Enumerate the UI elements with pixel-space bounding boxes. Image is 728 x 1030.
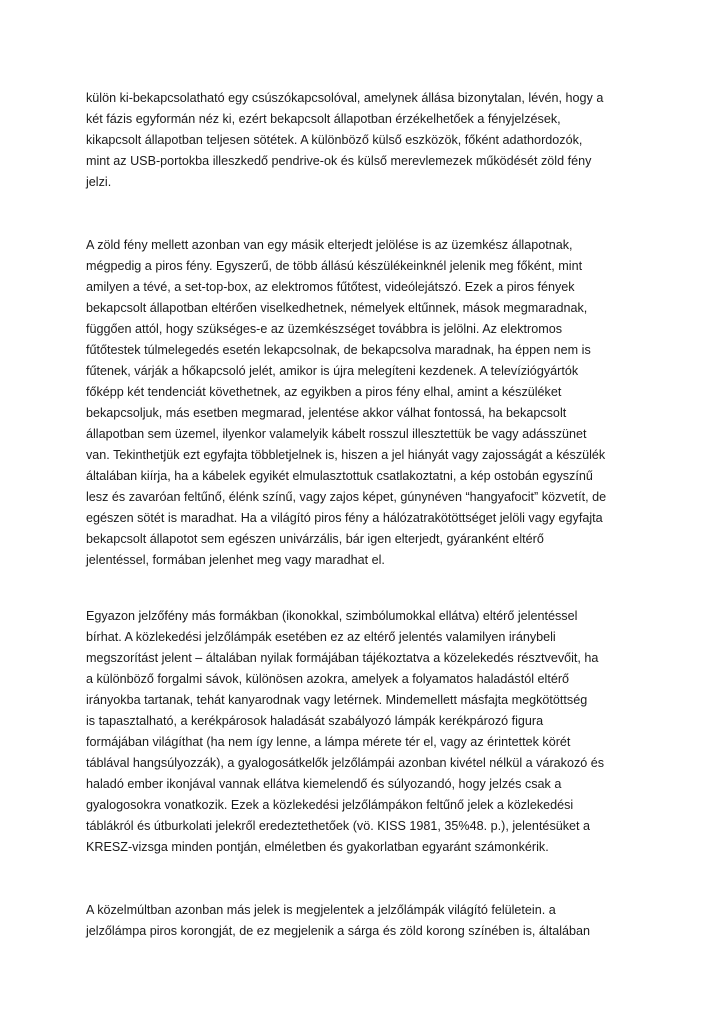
text-line: a különböző forgalmi sávok, különösen azokra, amelyek a folyamatos haladástól eltérő [86, 672, 570, 686]
text-line: fűtenek, várják a hőkapcsoló jelét, amikor is újra melegíteni kezdenek. A televíziógyártók [86, 364, 579, 378]
text-line: A zöld fény mellett azonban van egy másik elterjedt jelölése is az üzemkész állapotnak, [86, 238, 573, 252]
text-line: függően attól, hogy szükséges-e az üzemkészséget továbbra is jelölni. Az elektromos [86, 322, 563, 336]
paragraph-3 [86, 606, 652, 858]
text-line: irányokba tartanak, tehát kanyarodnak vagy letérnek. Mindemellett másfajta megkötöttség [86, 693, 588, 707]
text-line: jelentéssel, formában jelenhet meg vagy maradhat el. [86, 553, 385, 567]
text-line: formájában világíthat (ha nem így lenne, a lámpa mérete tér el, vagy az érintettek körét [86, 735, 571, 749]
text-line: van. Tekinthetjük ezt egyfajta többletjelnek is, hiszen a jel hiányát vagy zajosságát a készülék [86, 448, 606, 462]
text-line: A közelmúltban azonban más jelek is megjelentek a jelzőlámpák világító felületein. a [86, 903, 556, 917]
text-line: jelzőlámpa piros korongját, de ez megjelenik a sárga és zöld korong színében is, általában [86, 924, 591, 938]
text-line: jelzi. [86, 175, 112, 189]
text-line: állapotban sem üzemel, ilyenkor valamelyik kábelt rosszul illesztettük be vagy adásszünet [86, 427, 587, 441]
text-line: haladó ember ikonjával vannak ellátva kiemelendő és súlyozandó, hogy jelzés csak a [86, 777, 562, 791]
text-line: egészen sötét is maradhat. Ha a világító piros fény a hálózatrakötöttséget jelöli vagy egyfajta [86, 511, 603, 525]
paragraph-1 [86, 88, 652, 193]
text-line: megszorítást jelent – általában nyilak formájában tájékoztatva a közelekedés résztvevőit, ha [86, 651, 599, 665]
paragraph-2 [86, 235, 652, 571]
paragraph-4 [86, 900, 652, 942]
text-line: is tapasztalható, a kerékpárosok haladását szabályozó lámpák kerékpározó figura [86, 714, 544, 728]
text-line: külön ki-bekapcsolatható egy csúszókapcsolóval, amelynek állása bizonytalan, lévén, hogy a [86, 91, 604, 105]
text-line: bekapcsolt állapotban eltérően viselkedhetnek, némelyek eltűnnek, mások megmaradnak, [86, 301, 588, 315]
text-line: táblákról és útburkolati jelekről eredeztethetőek (vö. KISS 1981, 35%48. p.), jelentésüket a [86, 819, 591, 833]
text-line: gyalogosokra vonatkozik. Ezek a közlekedési jelzőlámpákon feltűnő jelek a közlekedési [86, 798, 574, 812]
text-line: amilyen a tévé, a set-top-box, az elektromos fűtőtest, videólejátszó. Ezek a piros fények [86, 280, 575, 294]
text-line: főképp két tendenciát követhetnek, az egyikben a piros fény elhal, amint a készüléket [86, 385, 562, 399]
text-line: bírhat. A közlekedési jelzőlámpák esetében ez az eltérő jelentés valamilyen iránybeli [86, 630, 556, 644]
text-line: két fázis egyformán néz ki, ezért bekapcsolt állapotban érzékelhetőek a fényjelzések, [86, 112, 561, 126]
text-line: kikapcsolt állapotban teljesen sötétek. A különböző külső eszközök, főként adathordozók, [86, 133, 583, 147]
text-line: lesz és zavaróan feltűnő, élénk színű, vagy zajos képet, gúnynéven “hangyafocit” közvetít, de [86, 490, 607, 504]
text-line: általában kiírja, ha a kábelek egyikét elmulasztottuk csatlakoztatni, a kép ostobán egyszínű [86, 469, 593, 483]
text-line: bekapcsolt állapotot sem egészen univárzális, bár igen elterjedt, gyáranként eltérő [86, 532, 544, 546]
text-line: Egyazon jelzőfény más formákban (ikonokkal, szimbólumokkal ellátva) eltérő jelentéssel [86, 609, 578, 623]
text-line: KRESZ-vizsga minden pontján, elméletben és gyakorlatban egyaránt számonkérik. [86, 840, 549, 854]
text-line: fűtőtestek túlmelegedés esetén lekapcsolnak, de bekapcsolva maradnak, ha éppen nem is [86, 343, 591, 357]
text-line: mint az USB-portokba illeszkedő pendrive-ok és külső merevlemezek működését zöld fény [86, 154, 592, 168]
text-line: bekapcsoljuk, más esetben megmarad, jelentése akkor válhat fontossá, ha bekapcsolt [86, 406, 567, 420]
text-line: mégpedig a piros fény. Egyszerű, de több állású készülékeinknél jelenik meg főként, mint [86, 259, 583, 273]
text-line: táblával hangsúlyozzák), a gyalogosátkelők jelzőlámpái azonban kivétel nélkül a várakozó és [86, 756, 605, 770]
